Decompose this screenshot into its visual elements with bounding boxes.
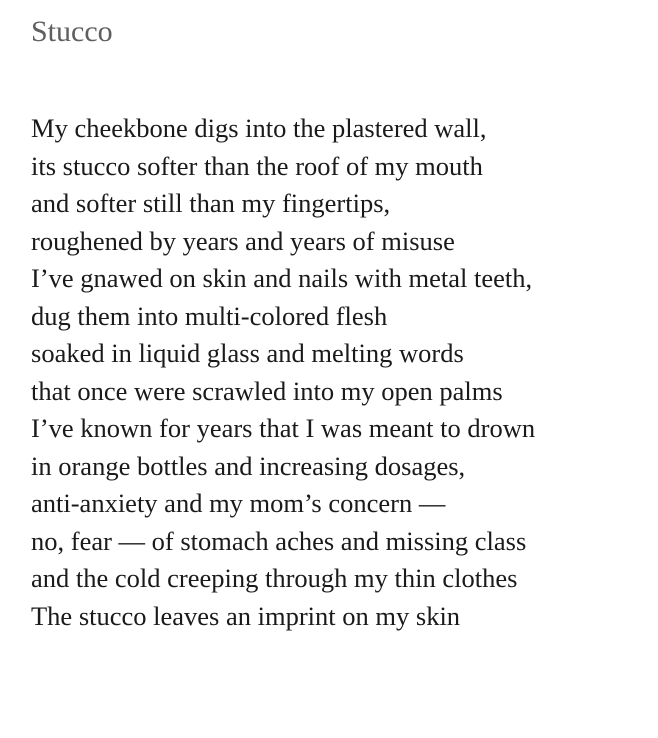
poem-line: no, fear — of stomach aches and missing class bbox=[31, 525, 527, 556]
poem-line: and softer still than my fingertips, bbox=[31, 188, 391, 218]
poem-line: My cheekbone digs into the plastered wall, bbox=[31, 113, 487, 143]
poem-line: soaked in liquid glass and melting words bbox=[31, 338, 464, 368]
poem-line: I’ve known for years that I was meant to drown bbox=[31, 413, 536, 443]
poem-line: dug them into multi-colored flesh bbox=[31, 300, 388, 331]
poem-line: and the cold creeping through my thin clothes bbox=[31, 563, 518, 593]
poem-title: Stucco bbox=[31, 15, 113, 48]
poem-line: that once were scrawled into my open palms bbox=[31, 375, 503, 406]
poem-line: roughened by years and years of misuse bbox=[31, 225, 455, 256]
poem-line: in orange bottles and increasing dosages, bbox=[31, 450, 466, 481]
poem-line: I’ve gnawed on skin and nails with metal teeth, bbox=[31, 263, 533, 293]
poem-body bbox=[31, 110, 535, 635]
poem-line: The stucco leaves an imprint on my skin bbox=[31, 600, 461, 631]
poem-line: its stucco softer than the roof of my mouth bbox=[31, 150, 483, 181]
poem-line: anti-anxiety and my mom’s concern — bbox=[31, 488, 446, 518]
